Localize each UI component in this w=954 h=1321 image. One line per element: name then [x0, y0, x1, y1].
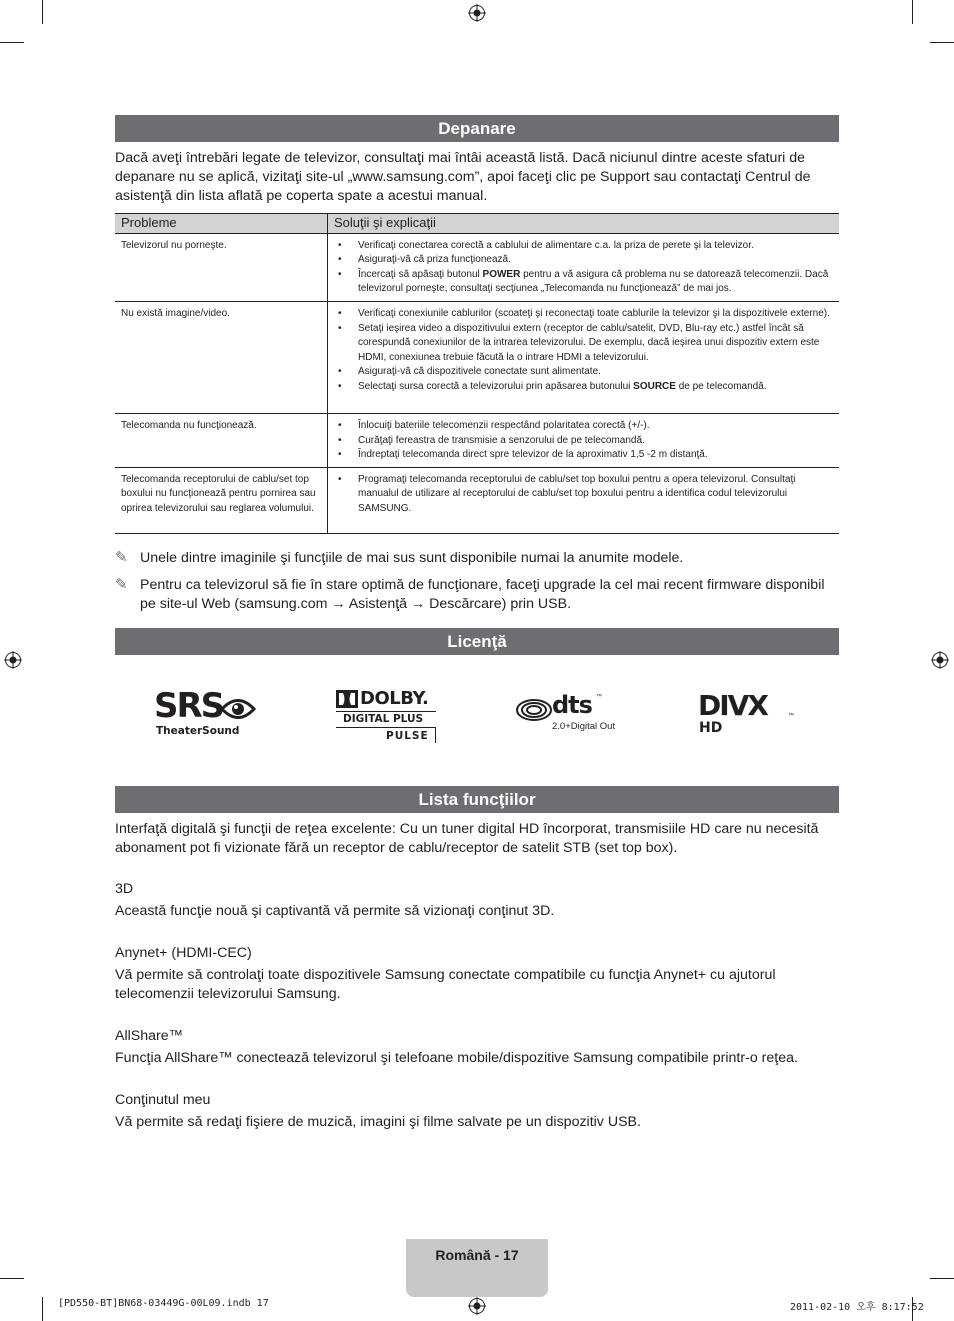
- solution-cell: [328, 413, 840, 467]
- srs-logo-text: SRS: [154, 686, 224, 726]
- solution-cell: [328, 467, 840, 533]
- feature-title: Anynet+ (HDMI-CEC): [115, 945, 252, 961]
- pencil-icon: ✎: [115, 549, 128, 566]
- problem-cell: Telecomanda receptorului de cablu/set top boxului nu funcţionează pentru pornirea sau oprirea televizorului sau reglarea volumului.: [115, 467, 328, 533]
- dolby-divider: [336, 711, 436, 712]
- crop-mark: [930, 1278, 954, 1279]
- registration-mark-icon: [468, 1297, 486, 1315]
- dts-logo-subtext: 2.0+Digital Out: [552, 721, 616, 732]
- feature-text: Această funcţie nouă şi captivantă vă permite să vizionaţi conţinut 3D.: [115, 903, 555, 919]
- solution-item: • Asiguraţi-vă că dispozitivele conectate sunt alimentate.: [358, 365, 833, 380]
- solution-item: • Programaţi telecomanda receptorului de cablu/set top boxului pentru a opera televizorul. Consultaţi manualul de utilizare al receptorului de cablu/set top boxului pentru a identifica codul televizorului SAMSUNG.: [358, 473, 833, 517]
- table-row: [115, 233, 839, 301]
- problem-cell: Telecomanda nu funcţionează.: [115, 413, 328, 467]
- note: [115, 576, 841, 614]
- solution-item: • Curăţaţi fereastra de transmisie a senzorului de pe telecomandă.: [358, 434, 833, 449]
- dts-logo-text: dts: [552, 691, 592, 719]
- solution-item: • Verificaţi conexiunile cablurilor (scoateţi şi reconectaţi toate cablurile la televizor şi la dispozitivele externe).: [358, 307, 833, 322]
- problem-cell: Nu există imagine/video.: [115, 301, 328, 413]
- srs-eye-icon: [220, 694, 256, 724]
- table-row: [115, 413, 839, 467]
- troubleshooting-table: [115, 213, 839, 534]
- solution-item: • Verificaţi conectarea corectă a cablului de alimentare c.a. la priza de perete şi la televizor.: [358, 239, 833, 254]
- solution-item: • Asiguraţi-vă că priza funcţionează.: [358, 253, 833, 268]
- file-info: [PD550-BT]BN68-03449G-00L09.indb 17: [58, 1298, 269, 1309]
- column-header-problems: Probleme: [115, 214, 328, 234]
- feature-title: AllShare™: [115, 1028, 183, 1044]
- dts-trademark: ™: [596, 694, 602, 700]
- dolby-divider: [435, 727, 436, 743]
- page-label: Română - 17: [435, 1247, 519, 1263]
- divx-hd-logo: [698, 689, 798, 737]
- feature-title: 3D: [115, 881, 134, 897]
- table-row: [115, 467, 839, 533]
- crop-mark: [42, 0, 43, 24]
- solution-item: • Încercaţi să apăsaţi butonul POWER pentru a vă asigura că problema nu se datorează telecomenzii. Dacă televizorul porneşte, consultaţi secţiunea „Telecomanda nu funcţionează” de mai jos.: [358, 268, 833, 297]
- column-header-solutions: Soluţii şi explicaţii: [328, 214, 840, 234]
- srs-logo-subtext: TheaterSound: [156, 725, 240, 737]
- dolby-logo-text: DOLBY.: [360, 688, 429, 709]
- crop-mark: [930, 42, 954, 43]
- registration-mark-icon: [468, 4, 486, 22]
- divx-logo-text: DIVX: [698, 689, 767, 722]
- table-row: [115, 301, 839, 413]
- crop-mark: [42, 1297, 43, 1321]
- troubleshooting-intro: Dacă aveţi întrebări legate de televizor, consultaţi mai întâi această listă. Dacă niciunul dintre aceste sfaturi de depanare nu se aplică, vizitaţi site-ul „www.samsung.com”, apoi faceţi clic pe Support sau contactaţi Centrul de asistenţă din lista aflată pe coperta spate a acestui manual.: [115, 150, 811, 204]
- dolby-divider: [336, 727, 436, 728]
- solution-item: • Îndreptaţi telecomanda direct spre televizor de la aproximativ 1,5 -2 m distanţă.: [358, 448, 833, 463]
- feature-text: Vă permite să redaţi fişiere de muzică, imagini şi filme salvate pe un dispozitiv USB.: [115, 1114, 641, 1130]
- feature-text: Funcţia AllShare™ conectează televizorul şi telefoane mobile/dispozitive Samsung compatibile printr-o reţea.: [115, 1050, 798, 1066]
- note: [115, 549, 841, 568]
- solution-cell: [328, 233, 840, 301]
- section-header-troubleshooting: Depanare: [115, 115, 839, 142]
- solution-item: • Selectaţi sursa corectă a televizorului prin apăsarea butonului SOURCE de pe telecomandă.: [358, 380, 833, 395]
- table-header-row: [115, 214, 839, 234]
- divx-trademark: ™: [788, 713, 794, 719]
- problem-cell: Televizorul nu porneşte.: [115, 233, 328, 301]
- solution-item: • Setaţi ieşirea video a dispozitivului extern (receptor de cablu/satelit, DVD, Blu-ray etc.) astfel încât să corespundă conexiunilor de la intrarea televizorului. De exemplu, dacă ieşirea unui dispozitiv extern este HDMI, conexiunea trebuie făcută la o intrare HDMI a televizorului.: [358, 322, 833, 366]
- dolby-logo-line1: DIGITAL PLUS: [343, 713, 424, 725]
- crop-mark: [0, 1278, 24, 1279]
- feature-text: Vă permite să controlaţi toate dispozitivele Samsung conectate compatibile cu funcţia Anynet+ cu ajutorul telecomenzii televizorului Samsung.: [115, 967, 776, 1002]
- button-name-emphasis: SOURCE: [633, 380, 676, 392]
- crop-mark: [912, 0, 913, 24]
- dolby-digital-plus-pulse-logo: [336, 690, 438, 745]
- feature-title: Conţinutul meu: [115, 1092, 211, 1108]
- solution-item: • Înlocuiţi bateriile telecomenzii respectând polaritatea corectă (+/-).: [358, 419, 833, 434]
- dolby-logo-line2: PULSE: [386, 730, 429, 742]
- button-name-emphasis: POWER: [482, 268, 521, 280]
- registration-mark-icon: [931, 651, 949, 669]
- divx-logo-subtext: HD: [699, 720, 723, 736]
- features-intro: Interfaţă digitală şi funcţii de reţea excelente: Cu un tuner digital HD încorporat, transmisiile HD care nu necesită abonament pot fi vizionate fără un receptor de cablu/receptor de satelit STB (set top box).: [115, 821, 819, 856]
- srs-theatersound-logo: [152, 686, 260, 742]
- registration-mark-icon: [4, 651, 22, 669]
- date-info: 2011-02-10 오후 8:17:52: [790, 1302, 924, 1313]
- crop-mark: [0, 42, 24, 43]
- note-text: Unele dintre imaginile şi funcţiile de mai sus sunt disponibile numai la anumite modele.: [140, 550, 684, 566]
- solution-cell: [328, 301, 840, 413]
- pencil-icon: ✎: [115, 576, 128, 593]
- section-header-license: Licenţă: [115, 628, 839, 655]
- note-text: Pentru ca televizorul să fie în stare optimă de funcţionare, faceţi upgrade la cel mai recent firmware disponibil pe site-ul Web (samsung.com → Asistenţă → Descărcare) prin USB.: [140, 577, 825, 612]
- dolby-double-d-icon: [336, 690, 358, 708]
- dts-logo: [516, 691, 626, 736]
- page-number-tab: [406, 1239, 548, 1297]
- dts-disc-icon: [516, 698, 552, 722]
- section-header-features: Lista funcţiilor: [115, 786, 839, 813]
